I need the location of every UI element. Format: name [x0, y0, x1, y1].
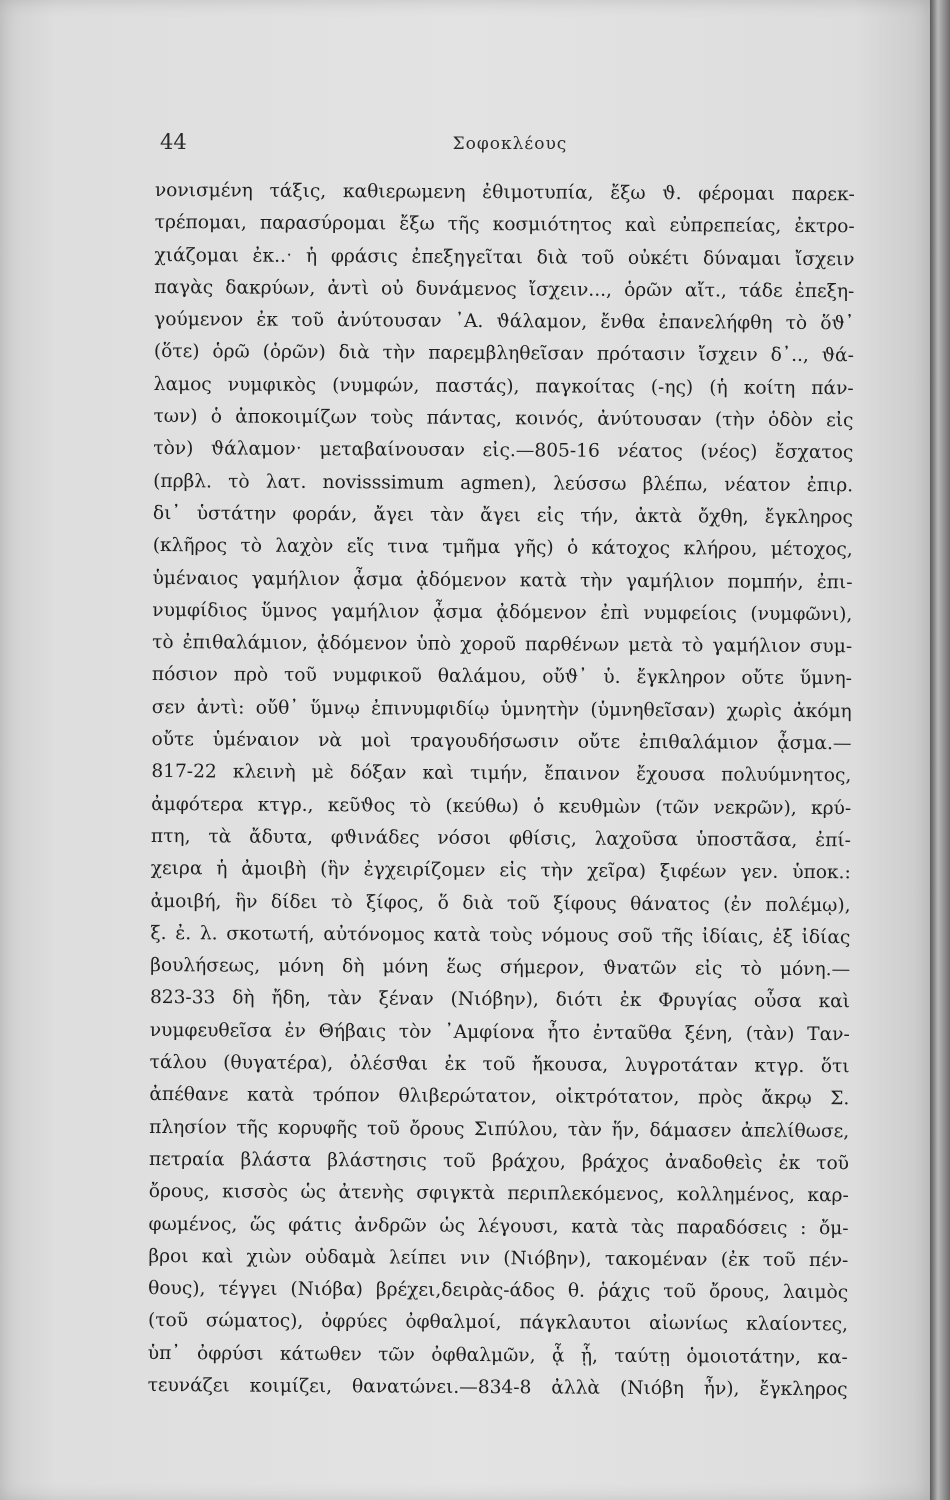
running-title: Σοφοκλέους [452, 134, 568, 154]
text-line: τὸν) ϑάλαμονˑ μεταβαίνουσαν εἰς.—805-16 νέατος (νέος) ἔσχατος [153, 438, 854, 464]
text-line: πετραία βλάστα βλάστησις τοῦ βράχου, βράχος ἀναδοθεὶς ἐκ τοῦ [148, 1148, 850, 1175]
page-header [160, 130, 860, 160]
text-line: νονισμένη τάξις, καθιερωμενη ἐθιμοτυπία, ἔξω ϑ. φέρομαι παρεκ- [154, 179, 855, 206]
text-line: 823-33 δὴ ἤδη, τὰν ξέναν (Νιόβην), διότι ἐκ Φρυγίας οὖσα καὶ [149, 987, 851, 1013]
text-line: (κλῆρος τὸ λαχὸν εἴς τινα τμῆμα γῆς) ὁ κάτοχος κλήρου, μέτοχος, [152, 535, 853, 561]
text-line: ὑπ᾽ ὀφρύσι κάτωθεν τῶν ὀφθαλμῶν, ᾇ ᾗ, ταύτῃ ὁμοιοτάτην, κα- [147, 1342, 848, 1368]
text-line: παγὰς δακρύων, ἀντὶ οὐ δυνάμενος ἴσχειν..., ὁρῶν αἴτ., τάδε ἐπεξη- [154, 276, 855, 303]
text-line: χειρα ἡ ἀμοιβὴ (ἣν ἐγχειρίζομεν εἰς τὴν χεῖρα) ξιφέων γεν. ὑποκ.: [150, 858, 851, 884]
text-line: φωμένος, ὥς φάτις ἀνδρῶν ὡς λέγουσι, κατὰ τὰς παραδόσεις : ὄμ- [148, 1213, 849, 1239]
text-line: (πρβλ. τὸ λατ. novisssimum agmen), λεύσσω βλέπω, νέατον ἐπιρ. [153, 470, 854, 496]
text-line: βουλήσεως, μόνη δὴ μόνη ἕως σήμερον, ϑνατῶν εἰς τὸ μόνη.— [150, 955, 851, 981]
text-line: λαμος νυμφικὸς (νυμφών, παστάς), παγκοίτας (-ης) (ἡ κοίτη πάν- [153, 373, 854, 400]
commentary-text [148, 175, 855, 1407]
text-line: τρέπομαι, παρασύρομαι ἔξω τῆς κοσμιότητος καὶ εὐπρεπείας, ἐκτρο- [154, 212, 855, 238]
text-line: των) ὁ ἀποκοιμίζων τοὺς πάντας, κοινός, ἀνύτουσαν (τὴν ὁδὸν εἰς [153, 406, 854, 432]
text-line: πτη, τὰ ἄδυτα, φϑινάδες νόσοι φθίσις, λαχοῦσα ὑποστᾶσα, ἐπί- [150, 825, 852, 852]
text-line: βροι καὶ χιὼν οὐδαμὰ λείπει νιν (Νιόβην), τακομέναν (ἐκ τοῦ πέν- [148, 1245, 849, 1272]
page-number: 44 [160, 130, 187, 154]
text-line: ἀπέθανε κατὰ τρόπον θλιβερώτατον, οἰκτρότατον, πρὸς ἄκρῳ Σ. [149, 1084, 850, 1110]
text-line: δι᾽ ὑστάτην φοράν, ἄγει τὰν ἄγει εἰς τήν, ἀκτὰ ὄχθη, ἔγκληρος [152, 502, 853, 529]
text-line: ἀμφότερα κτγρ., κεῦϑος τὸ (κεύθω) ὁ κευθμὼν (τῶν νεκρῶν), κρύ- [151, 793, 852, 819]
text-line: γούμενον ἐκ τοῦ ἀνύτουσαν ᾿Α. ϑάλαμον, ἔνθα ἐπανελήφθη τὸ ὅϑ᾽ [154, 309, 855, 335]
text-line: πλησίον τῆς κορυφῆς τοῦ ὄρους Σιπύλου, τὰν ἥν, δάμασεν ἀπελίθωσε, [149, 1116, 850, 1142]
text-line: οὔτε ὑμέναιον νὰ μοὶ τραγουδήσωσιν οὔτε ἐπιθαλάμιον ᾆσμα.— [151, 729, 852, 755]
text-line: (τοῦ σώματος), ὀφρύες ὀφθαλμοί, πάγκλαυτοι αἰωνίως κλαίοντες, [147, 1310, 849, 1336]
text-line: νυμφίδιος ὕμνος γαμήλιον ᾆσμα ᾀδόμενον ἐπὶ νυμφείοις (νυμφῶνι), [152, 599, 853, 626]
text-line: τάλου (θυγατέρα), ὀλέσϑαι ἐκ τοῦ ἤκουσα, λυγροτάταν κτγρ. ὅτι [149, 1051, 850, 1078]
adjacent-page-edge [930, 0, 950, 1500]
text-line: τευνάζει κοιμίζει, θανατώνει.—834-8 ἀλλὰ (Νιόβη ἦν), ἔγκληρος [147, 1374, 848, 1401]
text-line: θους), τέγγει (Νιόβα) βρέχει,δειρὰς-άδος θ. ῥάχις τοῦ ὄρους, λαιμὸς [148, 1278, 849, 1304]
text-line: πόσιον πρὸ τοῦ νυμφικοῦ θαλάμου, οὔϑ᾽ ὑ. ἔγκληρον οὔτε ὕμνη- [151, 664, 852, 690]
text-line: ὑμέναιος γαμήλιον ᾆσμα ᾀδόμενον κατὰ τὴν γαμήλιον πομπήν, ἐπι- [152, 567, 853, 593]
text-line: ξ. ἐ. λ. σκοτωτή, αὐτόνομος κατὰ τοὺς νόμους σοῦ τῆς ἰδίαις, ἐξ ἰδίας [150, 922, 851, 949]
text-line: (ὅτε) ὁρῶ (ὁρῶν) διὰ τὴν παρεμβληθεῖσαν πρότασιν ἴσχειν δ᾽.., ϑά- [153, 341, 854, 367]
text-line: χιάζομαι ἐκ..ˑ ἡ φράσις ἐπεξηγεῖται διὰ τοῦ οὐκέτι δύναμαι ἴσχειν [154, 244, 855, 270]
text-line: σεν ἀντὶ: οὔθ᾽ ὕμνῳ ἐπινυμφιδίῳ ὑμνητὴν (ὑμνηθεῖσαν) χωρὶς ἀκόμη [151, 696, 852, 723]
text-line: νυμφευθεῖσα ἐν Θήβαις τὸν ᾿Αμφίονα ἦτο ἐνταῦθα ξένη, (τὰν) Ταν- [149, 1019, 850, 1045]
text-line: τὸ ἐπιθαλάμιον, ᾀδόμενον ὑπὸ χοροῦ παρθένων μετὰ τὸ γαμήλιον συμ- [152, 632, 853, 658]
text-line: ὄρους, κισσὸς ὡς ἀτενὴς σφιγκτὰ περιπλεκόμενος, κολλημένος, καρ- [148, 1181, 849, 1207]
text-line: 817-22 κλεινὴ μὲ δόξαν καὶ τιμήν, ἔπαινον ἔχουσα πολυύμνητος, [151, 761, 852, 787]
text-line: ἀμοιβή, ἣν δίδει τὸ ξίφος, ὅ διὰ τοῦ ξίφους θάνατος (ἐν πολέμῳ), [150, 890, 851, 916]
